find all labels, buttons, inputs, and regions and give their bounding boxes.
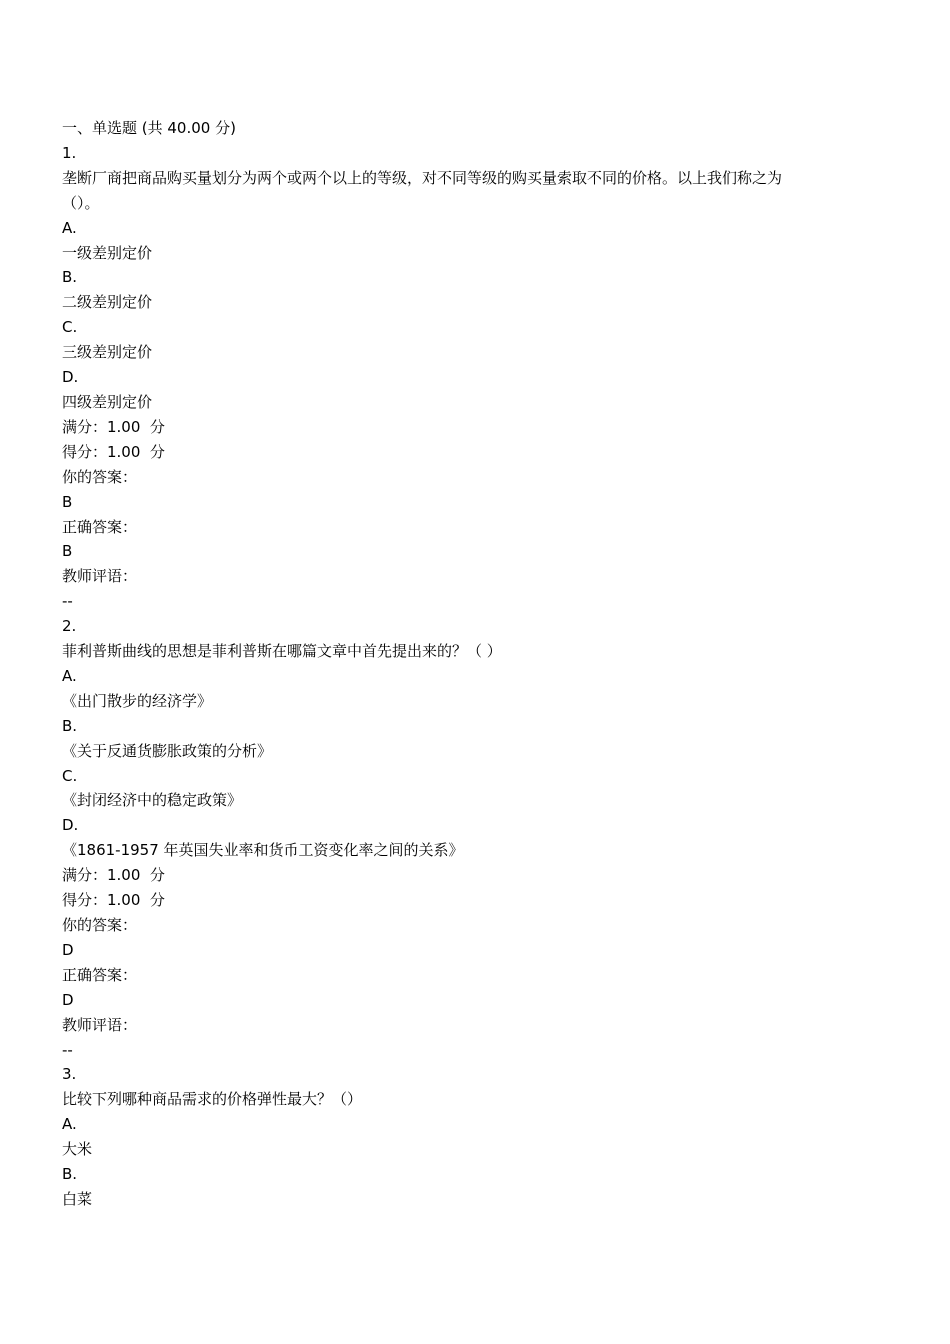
question-text: 菲利普斯曲线的思想是菲利普斯在哪篇文章中首先提出来的？（ ）: [62, 642, 502, 661]
question-3: [62, 1062, 822, 1211]
teacher-comment-label: 教师评语：: [62, 567, 138, 586]
your-answer-label: 你的答案：: [62, 467, 138, 486]
question-number: 3.: [62, 1065, 77, 1084]
option-text: 《关于反通货膨胀政策的分析》: [62, 741, 273, 760]
quiz-document: [62, 116, 822, 1212]
teacher-comment-label: 教师评语：: [62, 1015, 138, 1034]
option-letter: D.: [62, 368, 79, 387]
option-letter: D.: [62, 816, 79, 835]
option-letter: A.: [62, 666, 77, 685]
question-number: 2.: [62, 617, 77, 636]
got-score: 得分：1.00 分: [62, 891, 165, 910]
option-text: 大米: [62, 1140, 93, 1159]
teacher-comment-value: --: [62, 1040, 73, 1059]
section-title: 一、单选题 (共 40.00 分): [62, 119, 236, 137]
your-answer-label: 你的答案：: [62, 916, 138, 934]
option-letter: A.: [62, 1115, 77, 1134]
option-text: 三级差别定价: [62, 343, 153, 362]
option-text: 四级差别定价: [62, 392, 153, 411]
your-answer-value: D: [62, 940, 74, 959]
option-text: 一级差别定价: [62, 243, 153, 262]
correct-answer-label: 正确答案：: [62, 965, 138, 984]
correct-answer-value: D: [62, 990, 74, 1009]
question-text: 比较下列哪种商品需求的价格弹性最大？（）: [62, 1090, 363, 1109]
correct-answer-value: B: [62, 542, 73, 561]
full-score: 满分：1.00 分: [62, 417, 165, 436]
question-text: 垄断厂商把商品购买量划分为两个或两个以上的等级，对不同等级的购买量索取不同的价格。以上我们称之为（）。: [62, 168, 783, 212]
option-letter: C.: [62, 766, 78, 785]
got-score: 得分：1.00 分: [62, 442, 165, 461]
full-score: 满分：1.00 分: [62, 866, 165, 885]
option-letter: C.: [62, 318, 78, 337]
question-number: 1.: [62, 143, 77, 162]
option-letter: A.: [62, 218, 77, 237]
option-text: 《出门散步的经济学》: [62, 691, 213, 710]
option-text: 白菜: [62, 1189, 93, 1208]
option-letter: B.: [62, 716, 78, 735]
teacher-comment-value: --: [62, 592, 73, 611]
option-letter: B.: [62, 268, 78, 287]
question-1: [62, 141, 822, 614]
option-text: 《封闭经济中的稳定政策》: [62, 791, 243, 810]
option-letter: B.: [62, 1165, 78, 1184]
your-answer-value: B: [62, 492, 73, 511]
correct-answer-label: 正确答案：: [62, 517, 138, 536]
option-text: 二级差别定价: [62, 293, 153, 312]
question-2: [62, 614, 822, 1062]
option-text: 《1861-1957 年英国失业率和货币工资变化率之间的关系》: [62, 841, 464, 860]
